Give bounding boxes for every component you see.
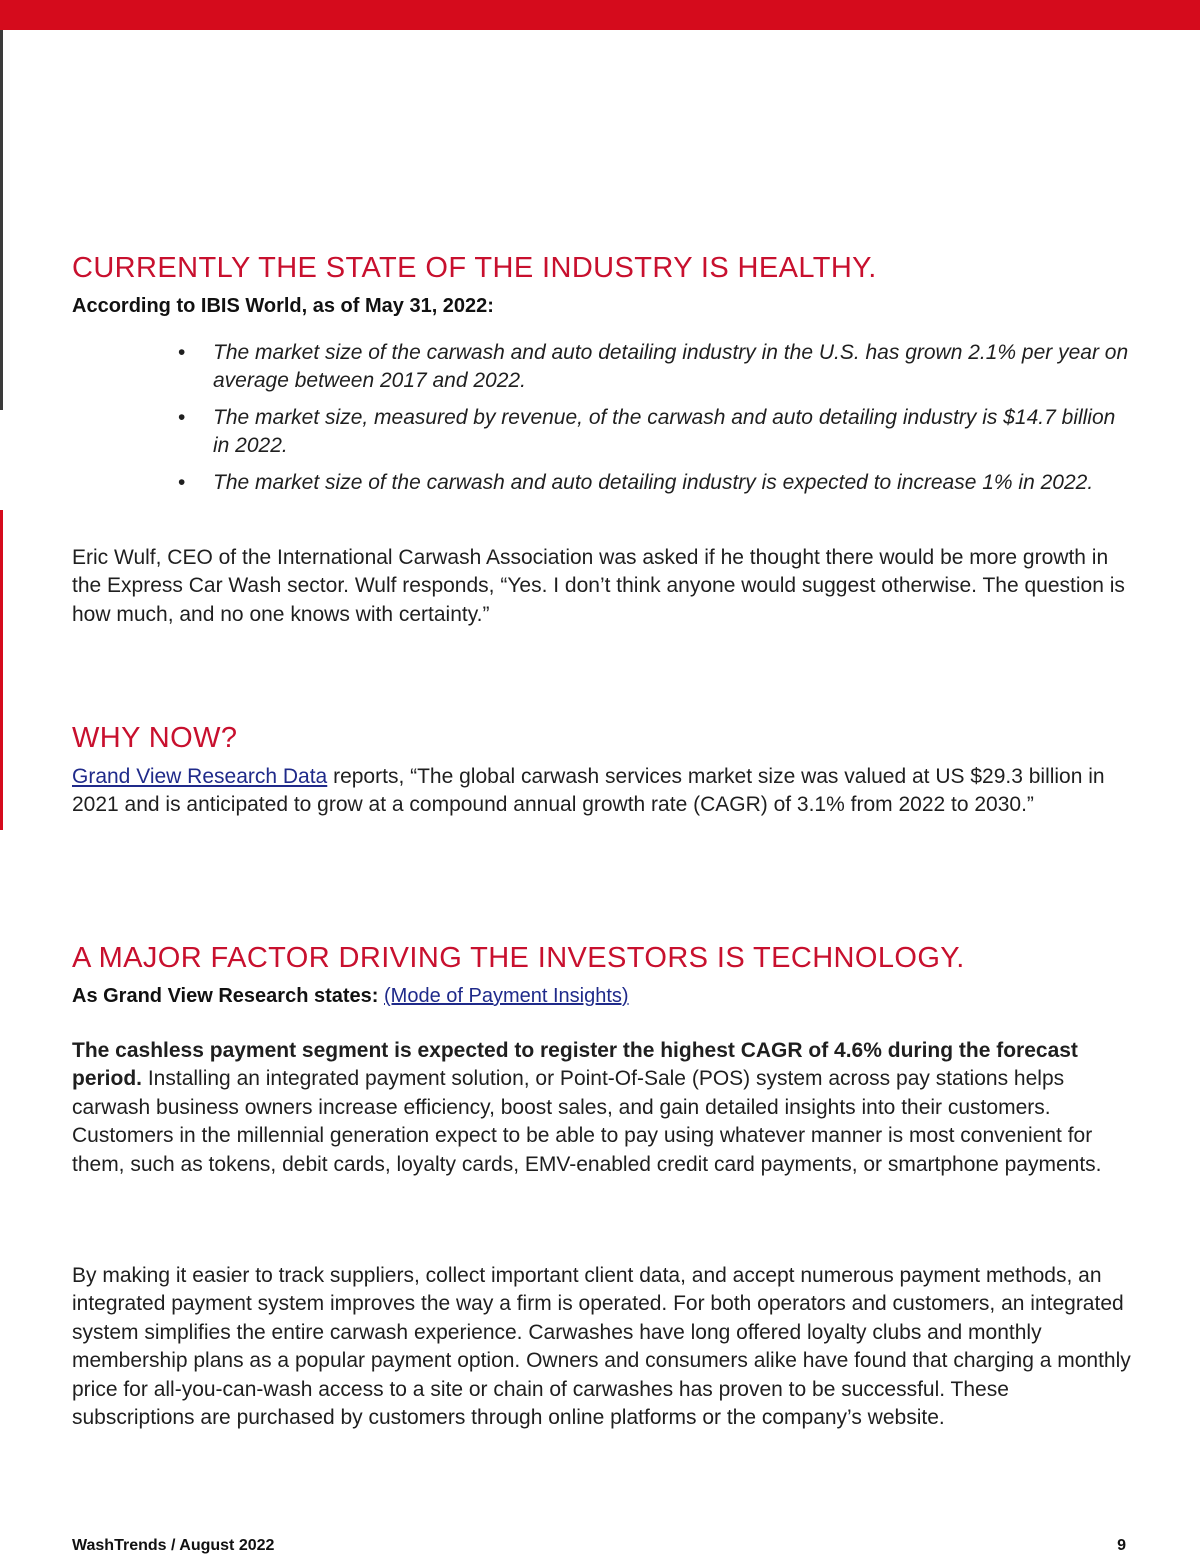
bullet-text: The market size of the carwash and auto detailing industry is expected to increase 1% in 2022. <box>213 470 1094 494</box>
grand-view-paragraph-text: reports, “The global carwash services market size was valued at US $29.3 billion in 2021 and is anticipated to grow at a compound annual growth rate (CAGR) of 3.1% from 2022 to 2030.” <box>72 765 1105 817</box>
section-heading-industry-health: CURRENTLY THE STATE OF THE INDUSTRY IS HEALTHY. <box>72 252 877 284</box>
mode-of-payment-link[interactable]: (Mode of Payment Insights) <box>384 985 629 1007</box>
integrated-payment-paragraph: By making it easier to track suppliers, collect important client data, and accept numerous payment methods, an integrated payment system improves the way a firm is operated. For both operators and customers, an integrated system simplifies the entire carwash experience. Carwashes have long offered loyalty clubs and monthly membership plans as a popular payment option. Owners and consumers alike have found that charging a monthly price for all-you-can-wash access to a site or chain of carwashes has proven to be successful. These subscriptions are purchased by customers through online platforms or the company’s website. <box>72 1264 1131 1430</box>
grand-view-subheading <box>72 985 629 1008</box>
bullet-text: The market size of the carwash and auto detailing industry in the U.S. has grown 2.1% per year on average between 2017 and 2022. <box>213 341 1129 393</box>
bullet-text: The market size, measured by revenue, of the carwash and auto detailing industry is $14.7 billion in 2022. <box>213 405 1116 458</box>
left-edge-accent <box>0 510 3 830</box>
left-edge-mark <box>0 30 3 410</box>
section-heading-technology: A MAJOR FACTOR DRIVING THE INVESTORS IS TECHNOLOGY. <box>72 942 965 974</box>
bullet-dot-icon: • <box>178 341 186 364</box>
cashless-payment-lead: The cashless payment segment is expected to register the highest CAGR of 4.6% during the forecast period. <box>72 1039 1078 1091</box>
grand-view-subheading-text: As Grand View Research states: <box>72 985 379 1007</box>
section-heading-why-now: WHY NOW? <box>72 722 238 754</box>
ibis-world-subheading: According to IBIS World, as of May 31, 2022: <box>72 295 494 317</box>
footer-publication: WashTrends / August 2022 <box>72 1537 275 1554</box>
page-number: 9 <box>1117 1537 1126 1554</box>
ibis-bullet-list <box>170 339 1135 505</box>
list-item <box>170 339 1135 396</box>
cashless-payment-paragraph <box>72 1037 1132 1179</box>
bullet-dot-icon: • <box>178 405 186 429</box>
grand-view-paragraph <box>72 763 1132 820</box>
grand-view-research-link[interactable]: Grand View Research Data <box>72 765 328 788</box>
top-accent-bar <box>0 0 1200 30</box>
list-item <box>170 404 1135 461</box>
list-item <box>170 469 1135 497</box>
bullet-dot-icon: • <box>178 470 186 494</box>
cashless-payment-text: Installing an integrated payment solution, or Point-Of-Sale (POS) system across pay stations helps carwash business owners increase efficiency, boost sales, and gain detailed insights into their customers. Customers in the millennial generation expect to be able to pay using whatever manner is most convenient for them, such as tokens, debit cards, loyalty cards, EMV-enabled credit card payments, or smartphone payments. <box>72 1067 1102 1176</box>
wulf-quote-paragraph: Eric Wulf, CEO of the International Carwash Association was asked if he thought there would be more growth in the Express Car Wash sector. Wulf responds, “Yes. I don’t think anyone would suggest otherwise. The question is how much, and no one knows with certainty.” <box>72 546 1125 626</box>
